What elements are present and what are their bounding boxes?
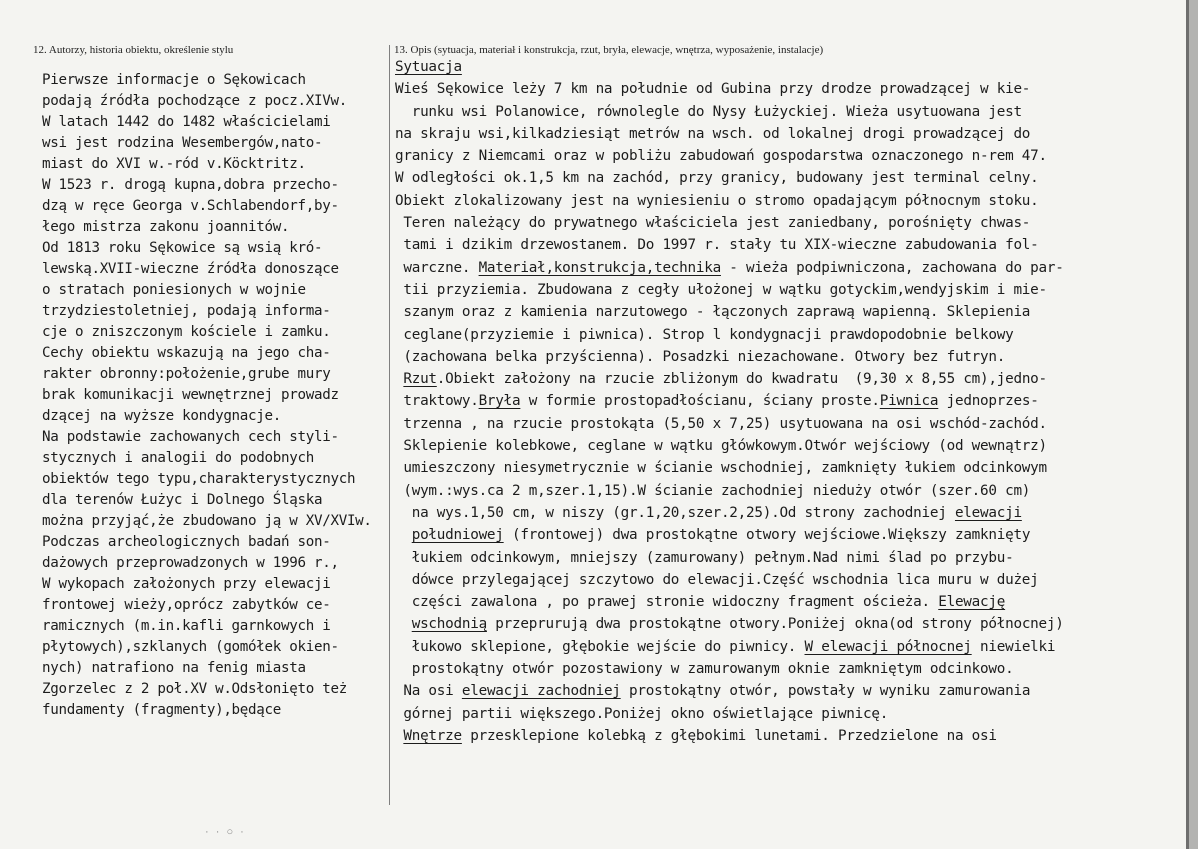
description-text-line xyxy=(395,78,1064,100)
history-text-line: nych) natrafiono na fenig miasta xyxy=(42,660,306,676)
text-segment: przeprurują dwa prostokątne otwory.Poniżej okna(od strony północnej) xyxy=(486,616,1064,633)
underlined-term: W elewacji północnej xyxy=(804,638,972,655)
text-segment: tami i dzikim drzewostanem. Do 1997 r. stały tu XIX-wieczne zabudowania fol- xyxy=(395,237,1039,254)
description-text-line xyxy=(395,725,1064,747)
text-segment: W odległości ok.1,5 km na zachód, przy granicy, budowany jest terminal celny. xyxy=(395,170,1039,187)
history-text-line: miast do XVI w.-ród v.Köcktritz. xyxy=(42,156,306,172)
text-segment: łukowo sklepione, głębokie wejście do piwnicy. xyxy=(395,638,805,655)
text-segment: .Obiekt założony na rzucie zbliżonym do kwadratu (9,30 x 8,55 cm),jedno- xyxy=(436,371,1047,388)
description-text-line xyxy=(395,413,1064,435)
underlined-term: Wnętrze xyxy=(403,727,462,744)
description-text-line xyxy=(395,190,1064,212)
history-text-line: Zgorzelec z 2 poł.XV w.Odsłonięto też xyxy=(42,681,347,697)
column-divider xyxy=(389,45,390,805)
description-text-line xyxy=(395,167,1064,189)
text-segment: (zachowana belka przyścienna). Posadzki niezachowane. Otwory bez futryn. xyxy=(395,348,1006,365)
text-segment: tii przyziemia. Zbudowana z cegły ułożonej w wątku gotyckim,wendyjskim i mie- xyxy=(395,281,1047,298)
text-segment: umieszczony niesymetrycznie w ścianie wschodniej, zamknięty łukiem odcinkowym xyxy=(395,460,1047,477)
description-text-line xyxy=(395,502,1064,524)
history-text-line: trzydziestoletniej, podają informa- xyxy=(42,303,331,319)
description-text-column xyxy=(395,56,1064,747)
history-text-line: obiektów tego typu,charakterystycznych xyxy=(42,471,356,487)
description-text-line xyxy=(395,145,1064,167)
underlined-term: południowej xyxy=(411,527,504,544)
history-text-line: dzą w ręce Georga v.Schlabendorf,by- xyxy=(42,198,339,214)
text-segment: runku wsi Polanowice, równolegle do Nysy Łużyckiej. Wieża usytuowana jest xyxy=(395,103,1022,120)
description-text-line xyxy=(395,480,1064,502)
description-text-line xyxy=(395,257,1064,279)
text-segment: prostokątny otwór, powstały w wyniku zamurowania xyxy=(620,683,1031,700)
description-text-line xyxy=(395,457,1064,479)
history-text-line: dzącej na wyższe kondygnacje. xyxy=(42,408,282,424)
history-text-line: W 1523 r. drogą kupna,dobra przecho- xyxy=(42,177,339,193)
text-segment: prostokątny otwór pozostawiony w zamurowanym oknie zamkniętym odcinkowo. xyxy=(395,661,1014,678)
description-text-line xyxy=(395,301,1064,323)
history-text-line: łego mistrza zakonu joannitów. xyxy=(42,219,290,235)
history-text-line: frontowej wieży,oprócz zabytków ce- xyxy=(42,597,331,613)
text-segment: niewielki xyxy=(971,638,1056,655)
text-segment: Sklepienie kolebkowe, ceglane w wątku główkowym.Otwór wejściowy (od wewnątrz) xyxy=(395,438,1047,455)
text-segment: na wys.1,50 cm, w niszy (gr.1,20,szer.2,25).Od strony zachodniej xyxy=(395,504,955,521)
history-text-line: Podczas archeologicznych badań son- xyxy=(42,534,331,550)
history-text-line: Od 1813 roku Sękowice są wsią kró- xyxy=(42,240,323,256)
description-text-line xyxy=(395,390,1064,412)
binder-holes-decoration: · · ○ · xyxy=(205,826,246,838)
description-text-line xyxy=(395,212,1064,234)
description-text-line xyxy=(395,591,1064,613)
underlined-term: elewacji xyxy=(954,504,1022,521)
description-text-line xyxy=(395,56,1064,78)
section-12-heading: 12. Autorzy, historia obiektu, określenie stylu xyxy=(33,44,234,56)
text-segment: górnej partii większego.Poniżej okno oświetlające piwnicę. xyxy=(395,705,889,722)
text-segment: szanym oraz z kamienia narzutowego - łączonych zaprawą wapienną. Sklepienia xyxy=(395,304,1031,321)
text-segment: (wym.:wys.ca 2 m,szer.1,15).W ścianie zachodniej nieduży otwór (szer.60 cm) xyxy=(395,482,1031,499)
text-segment: dówce przylegającej szczytowo do elewacji.Część wschodnia lica muru w dużej xyxy=(395,571,1039,588)
text-segment: Obiekt zlokalizowany jest na wyniesieniu o stromo opadającym północnym stoku. xyxy=(395,192,1039,209)
history-text-column xyxy=(42,70,372,721)
section-13-heading: 13. Opis (sytuacja, materiał i konstrukcja, rzut, bryła, elewacje, wnętrza, wyposażenie, instalacje) xyxy=(394,44,824,56)
history-text-line: Cechy obiektu wskazują na jego cha- xyxy=(42,345,331,361)
text-segment: Na osi xyxy=(395,683,462,700)
text-segment: - wieża podpiwniczona, zachowana do par- xyxy=(720,259,1064,276)
history-text-line: Pierwsze informacje o Sękowicach xyxy=(42,72,306,88)
history-text-line: podają źródła pochodzące z pocz.XIVw. xyxy=(42,93,347,109)
text-segment: Teren należący do prywatnego właściciela jest zaniedbany, porośnięty chwas- xyxy=(395,215,1031,232)
description-text-line xyxy=(395,279,1064,301)
text-segment: traktowy. xyxy=(395,393,479,410)
description-text-line xyxy=(395,524,1064,546)
history-text-line: cje o zniszczonym kościele i zamku. xyxy=(42,324,331,340)
text-segment: granicy z Niemcami oraz w pobliżu zabudowań gospodarstwa oznaczonego n-rem 47. xyxy=(395,148,1047,165)
history-text-line: lewską.XVII-wieczne źródła donoszące xyxy=(42,261,339,277)
description-text-line xyxy=(395,547,1064,569)
description-text-line xyxy=(395,569,1064,591)
underlined-term: Sytuacja xyxy=(395,59,462,75)
history-text-line: można przyjąć,że zbudowano ją w XV/XVIw. xyxy=(42,513,372,529)
history-text-line: W latach 1442 do 1482 właścicielami xyxy=(42,114,331,130)
text-segment: Wieś Sękowice leży 7 km na południe od Gubina przy drodze prowadzącej w kie- xyxy=(395,81,1031,98)
text-segment: części zawalona , po prawej stronie widoczny fragment ościeża. xyxy=(395,594,939,611)
underlined-term: wschodnią xyxy=(411,616,487,633)
history-text-line: rakter obronny:położenie,grube mury xyxy=(42,366,331,382)
underlined-term: Piwnica xyxy=(879,393,939,410)
description-text-line xyxy=(395,346,1064,368)
history-text-line: o stratach poniesionych w wojnie xyxy=(42,282,306,298)
history-text-line: płytowych),szklanych (gomółek okien- xyxy=(42,639,339,655)
description-text-line xyxy=(395,123,1064,145)
description-text-line xyxy=(395,613,1064,635)
description-text-line xyxy=(395,435,1064,457)
text-segment: na skraju wsi,kilkadziesiąt metrów na wsch. od lokalnej drogi prowadzącej do xyxy=(395,125,1031,142)
text-segment: ceglane(przyziemie i piwnica). Strop l kondygnacji prawdopodobnie belkowy xyxy=(395,326,1014,343)
underlined-term: Rzut xyxy=(403,371,437,388)
text-segment: łukiem odcinkowym, mniejszy (zamurowany) pełnym.Nad nimi ślad po przybu- xyxy=(395,549,1014,566)
sheet-edge xyxy=(1186,0,1198,849)
history-text-line: brak komunikacji wewnętrznej prowadz xyxy=(42,387,339,403)
history-text-line: stycznych i analogii do podobnych xyxy=(42,450,314,466)
text-segment: warczne. xyxy=(395,259,479,276)
history-text-line: dażowych przeprowadzonych w 1996 r., xyxy=(42,555,339,571)
text-segment: jednoprzes- xyxy=(938,393,1039,410)
underlined-term: Elewację xyxy=(938,594,1006,611)
underlined-term: Materiał,konstrukcja,technika xyxy=(478,259,721,276)
history-text-line: ramicznych (m.in.kafli garnkowych i xyxy=(42,618,331,634)
description-text-line xyxy=(395,234,1064,256)
text-segment: przesklepione kolebką z głębokimi lunetami. Przedzielone na osi xyxy=(461,727,997,744)
underlined-term: Bryła xyxy=(478,393,521,410)
text-segment: trzenna , na rzucie prostokąta (5,50 x 7,25) usytuowana na osi wschód-zachód. xyxy=(395,415,1047,432)
history-text-line: Na podstawie zachowanych cech styli- xyxy=(42,429,339,445)
description-text-line xyxy=(395,101,1064,123)
history-text-line: wsi jest rodzina Wesembergów,nato- xyxy=(42,135,323,151)
text-segment: (frontowej) dwa prostokątne otwory wejściowe.Większy zamknięty xyxy=(503,527,1031,544)
description-text-line xyxy=(395,703,1064,725)
history-text-line: fundamenty (fragmenty),będące xyxy=(42,702,282,718)
history-text-line: W wykopach założonych przy elewacji xyxy=(42,576,331,592)
text-segment xyxy=(395,527,412,543)
text-segment: w formie prostopadłościanu, ściany proste. xyxy=(520,393,880,410)
text-segment xyxy=(395,616,412,632)
underlined-term: elewacji zachodniej xyxy=(461,683,621,700)
description-text-line xyxy=(395,658,1064,680)
history-text-line: dla terenów Łużyc i Dolnego Śląska xyxy=(42,492,323,508)
description-text-line xyxy=(395,680,1064,702)
description-text-line xyxy=(395,368,1064,390)
description-text-line xyxy=(395,324,1064,346)
description-text-line xyxy=(395,636,1064,658)
